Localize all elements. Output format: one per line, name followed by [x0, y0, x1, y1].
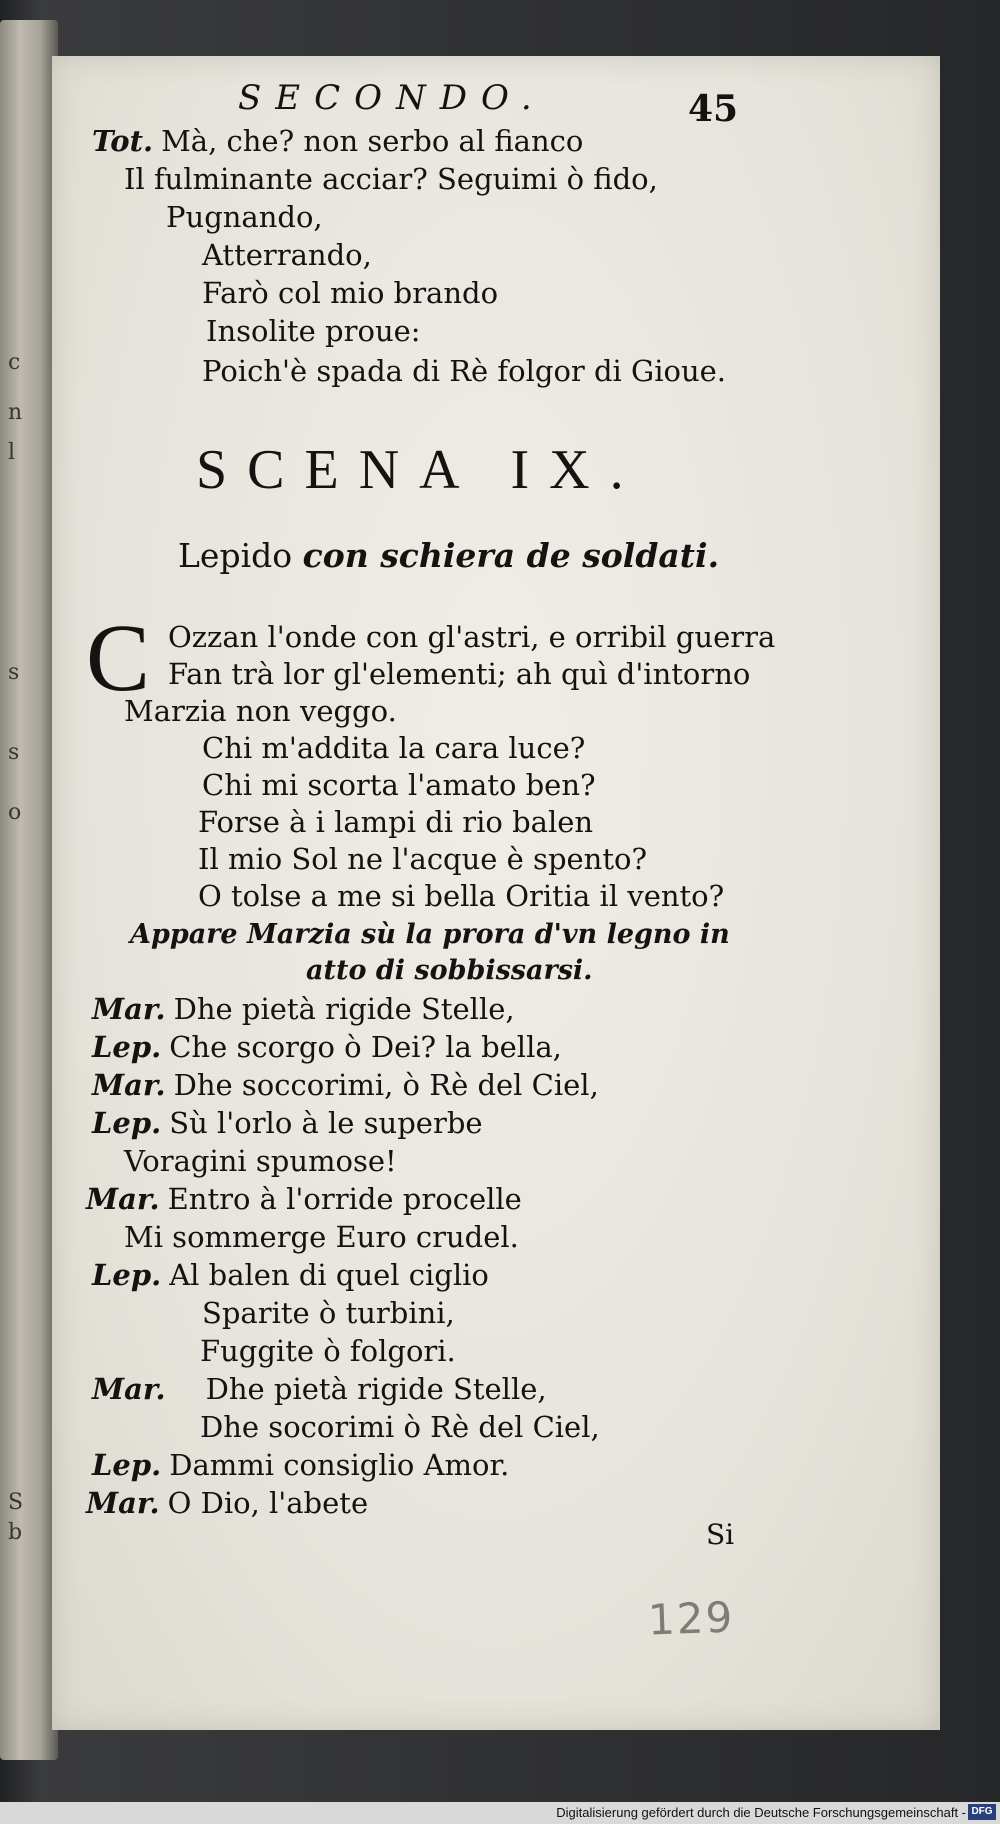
speaker-label: Mar.: [86, 1486, 160, 1520]
edge-fragment: n: [8, 400, 23, 425]
verse-line: [124, 1144, 397, 1178]
drop-cap: C: [86, 604, 151, 711]
speaker-label: Lep.: [92, 1258, 162, 1292]
verse-line: [168, 620, 775, 654]
verse-line: [202, 768, 596, 802]
page-number: 45: [688, 88, 739, 130]
verse-text: O tolse a me si bella Oritia il vento?: [198, 879, 725, 913]
verse-line: [198, 842, 647, 876]
verse-text: Atterrando,: [202, 238, 372, 272]
speaker-label: Lep.: [92, 1106, 162, 1140]
speaker-label: Lep.: [92, 1030, 162, 1064]
verse-text: Insolite proue:: [206, 314, 421, 348]
verse-text: Fan trà lor gl'elementi; ah quì d'intorno: [168, 657, 751, 691]
verse-line: [92, 1030, 562, 1064]
edge-fragment: s: [8, 740, 20, 765]
edge-fragment: b: [8, 1520, 23, 1545]
verse-text: Farò col mio brando: [202, 276, 499, 310]
catchword: Si: [706, 1518, 735, 1551]
verse-line: [124, 162, 658, 196]
verse-text: O Dio, l'abete: [167, 1486, 369, 1520]
verse-line: [168, 657, 750, 691]
dfg-logo-icon: DFG: [968, 1804, 996, 1820]
verse-line: [202, 731, 585, 765]
edge-fragment: o: [8, 800, 22, 825]
verse-line: [92, 1068, 599, 1102]
scene-title: SCENA IX.: [196, 439, 644, 501]
verse-text: Forse à i lampi di rio balen: [198, 805, 594, 839]
verse-text: Voragini spumose!: [124, 1144, 397, 1178]
scene-subtitle: [178, 536, 719, 575]
verse-text: Entro à l'orride procelle: [167, 1182, 522, 1216]
verse-line: [200, 1334, 456, 1368]
verse-line: [202, 354, 726, 388]
verse-text: Dhe pietà rigide Stelle,: [205, 1372, 547, 1406]
verse-line: [92, 1448, 509, 1482]
scene-character: Lepido: [178, 536, 293, 575]
verse-line: [86, 1182, 522, 1216]
verse-line: [92, 1258, 489, 1292]
running-head: SECONDO.: [238, 78, 546, 118]
verse-text: Ozzan l'onde con gl'astri, e orribil guerra: [168, 620, 776, 654]
left-page-edge: [0, 20, 58, 1760]
verse-text: Mi sommerge Euro crudel.: [124, 1220, 519, 1254]
verse-line: [198, 879, 724, 913]
verse-text: Il mio Sol ne l'acque è spento?: [198, 842, 648, 876]
verse-text: Che scorgo ò Dei? la bella,: [169, 1030, 562, 1064]
verse-line: [92, 1372, 547, 1406]
footer-credit: Digitalisierung gefördert durch die Deutsche Forschungsgemeinschaft -: [556, 1805, 966, 1820]
speaker-label: Lep.: [92, 1448, 162, 1482]
verse-line: [166, 200, 323, 234]
verse-text: Pugnando,: [166, 200, 323, 234]
speaker-label: Mar.: [92, 1068, 166, 1102]
edge-fragment: c: [8, 350, 21, 375]
verse-line: [202, 238, 372, 272]
verse-text: Sparite ò turbini,: [202, 1296, 455, 1330]
verse-line: [124, 1220, 519, 1254]
speaker-label: Mar.: [86, 1182, 160, 1216]
speaker-label: Tot.: [92, 124, 154, 158]
verse-line: [92, 1106, 483, 1140]
verse-line: [86, 1486, 368, 1520]
verse-line: [202, 276, 498, 310]
verse-text: Dammi consiglio Amor.: [169, 1448, 510, 1482]
verse-text: Al balen di quel ciglio: [169, 1258, 489, 1292]
verse-line: [206, 314, 421, 348]
scene-stage-direction: con schiera de soldati.: [302, 536, 720, 575]
verse-line: [92, 992, 515, 1026]
stage-direction-text: atto di sobbissarsi.: [306, 955, 593, 986]
verse-text: Marzia non veggo.: [124, 694, 397, 728]
verse-line: [92, 124, 583, 158]
edge-fragment: s: [8, 660, 20, 685]
speaker-label: Mar.: [92, 1372, 166, 1406]
verse-line: [124, 694, 397, 728]
verse-text: Dhe pietà rigide Stelle,: [173, 992, 515, 1026]
stage-direction: [306, 954, 593, 988]
verse-text: Chi m'addita la cara luce?: [202, 731, 586, 765]
edge-fragment: S: [8, 1490, 24, 1515]
verse-text: Mà, che? non serbo al fianco: [161, 124, 584, 158]
verse-line: [198, 805, 593, 839]
verse-text: Chi mi scorta l'amato ben?: [202, 768, 596, 802]
verse-text: Sù l'orlo à le superbe: [169, 1106, 483, 1140]
verse-text: Dhe socorimi ò Rè del Ciel,: [200, 1410, 600, 1444]
stage-direction: [130, 918, 730, 952]
verse-line: [202, 1296, 455, 1330]
verse-line: [200, 1410, 600, 1444]
speaker-label: Mar.: [92, 992, 166, 1026]
verse-text: Poich'è spada di Rè folgor di Gioue.: [202, 354, 727, 388]
verse-text: Dhe soccorimi, ò Rè del Ciel,: [173, 1068, 599, 1102]
edge-fragment: l: [8, 440, 16, 465]
stage-direction-text: Appare Marzia sù la prora d'vn legno in: [130, 919, 730, 950]
verse-text: Fuggite ò folgori.: [200, 1334, 456, 1368]
verse-text: Il fulminante acciar? Seguimi ò fido,: [124, 162, 658, 196]
pencil-folio-number: 129: [647, 1592, 736, 1645]
